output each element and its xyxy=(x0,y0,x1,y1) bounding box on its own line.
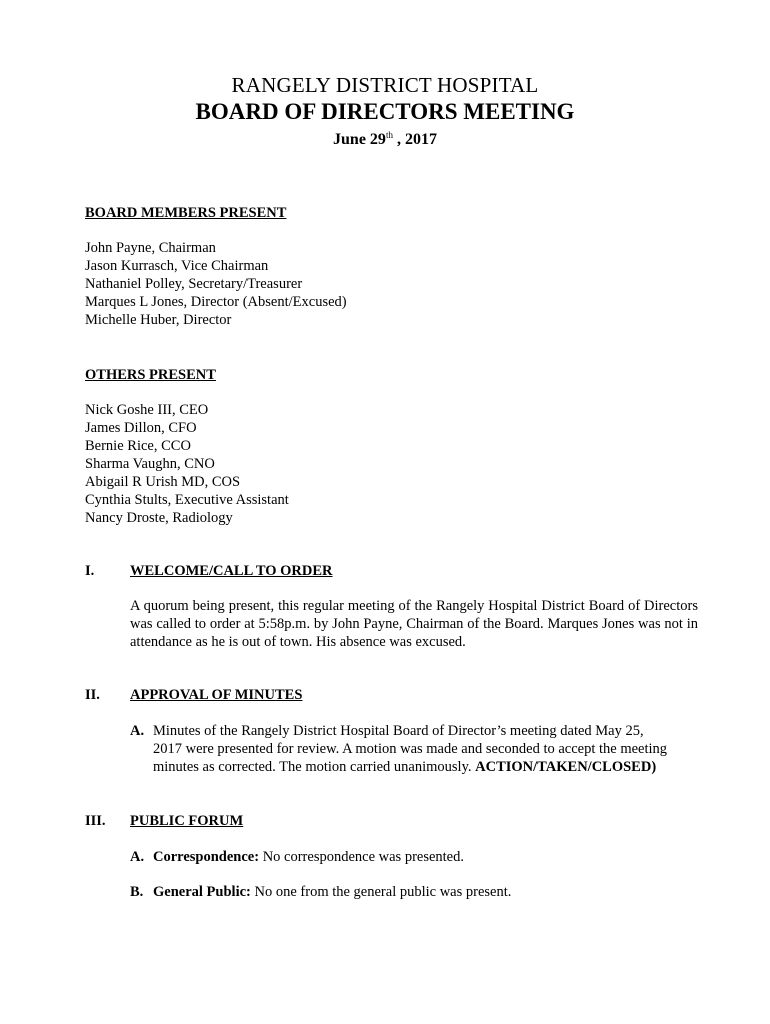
organization-name: RANGELY DISTRICT HOSPITAL xyxy=(231,73,539,97)
list-item: Jason Kurrasch, Vice Chairman xyxy=(85,258,269,274)
list-item: Michelle Huber, Director xyxy=(85,312,232,328)
list-item: Nancy Droste, Radiology xyxy=(85,510,233,526)
minutes-line: 2017 were presented for review. A motion was made and seconded to accept the meeting xyxy=(153,741,668,757)
item-letter: A. xyxy=(130,849,145,865)
document-header xyxy=(0,72,770,151)
others-present-list xyxy=(85,401,705,527)
minutes-line: Minutes of the Rangely District Hospital Board of Director’s meeting dated May 25, xyxy=(153,723,644,739)
list-item: Nick Goshe III, CEO xyxy=(85,402,209,418)
correspondence-label: Correspondence: xyxy=(153,849,260,865)
section-heading-welcome: WELCOME/CALL TO ORDER xyxy=(130,563,333,579)
section-heading-public-forum: PUBLIC FORUM xyxy=(130,813,244,829)
section-number-welcome: I. xyxy=(85,563,95,579)
general-public-item xyxy=(130,883,705,901)
list-item: John Payne, Chairman xyxy=(85,240,216,256)
list-item: Marques L Jones, Director (Absent/Excused) xyxy=(85,294,347,310)
minutes-item-a xyxy=(130,722,705,776)
board-members-section xyxy=(85,204,705,329)
list-item: Cynthia Stults, Executive Assistant xyxy=(85,492,289,508)
list-item: Abigail R Urish MD, COS xyxy=(85,474,241,490)
list-item: Bernie Rice, CCO xyxy=(85,438,191,454)
others-present-heading: OTHERS PRESENT xyxy=(85,367,216,383)
date-prefix: June 29 xyxy=(333,131,386,148)
item-letter: B. xyxy=(130,884,144,900)
section-number-minutes: II. xyxy=(85,687,100,703)
list-item: Nathaniel Polley, Secretary/Treasurer xyxy=(85,276,303,292)
board-members-list xyxy=(85,239,705,329)
date-suffix: , 2017 xyxy=(392,131,437,148)
minutes-line: minutes as corrected. The motion carried unanimously. ACTION/TAKEN/CLOSED) xyxy=(153,759,657,775)
meeting-date xyxy=(0,129,770,151)
welcome-paragraph: A quorum being present, this regular meeting of the Rangely Hospital District Board of Directors was called to order at 5:58p.m. by John Payne, Chairman of the Board. Marques Jones was not in attendance as he is out of town. His absence was excused. xyxy=(130,598,698,650)
general-public-text: No one from the general public was present. xyxy=(250,884,512,900)
section-heading-minutes: APPROVAL OF MINUTES xyxy=(130,687,303,703)
others-present-section xyxy=(85,366,705,527)
general-public-label: General Public: xyxy=(153,884,251,900)
correspondence-item xyxy=(130,848,705,866)
board-members-heading: BOARD MEMBERS PRESENT xyxy=(85,205,287,221)
minutes-item-text xyxy=(153,722,705,776)
list-item: Sharma Vaughn, CNO xyxy=(85,456,215,472)
list-item: James Dillon, CFO xyxy=(85,420,197,436)
item-letter: A. xyxy=(130,723,145,739)
action-status: ACTION/TAKEN/CLOSED) xyxy=(475,759,657,775)
correspondence-text: No correspondence was presented. xyxy=(259,849,464,865)
document-title: BOARD OF DIRECTORS MEETING xyxy=(195,99,575,124)
date-ordinal: th xyxy=(385,130,393,140)
section-number-public-forum: III. xyxy=(85,813,106,829)
